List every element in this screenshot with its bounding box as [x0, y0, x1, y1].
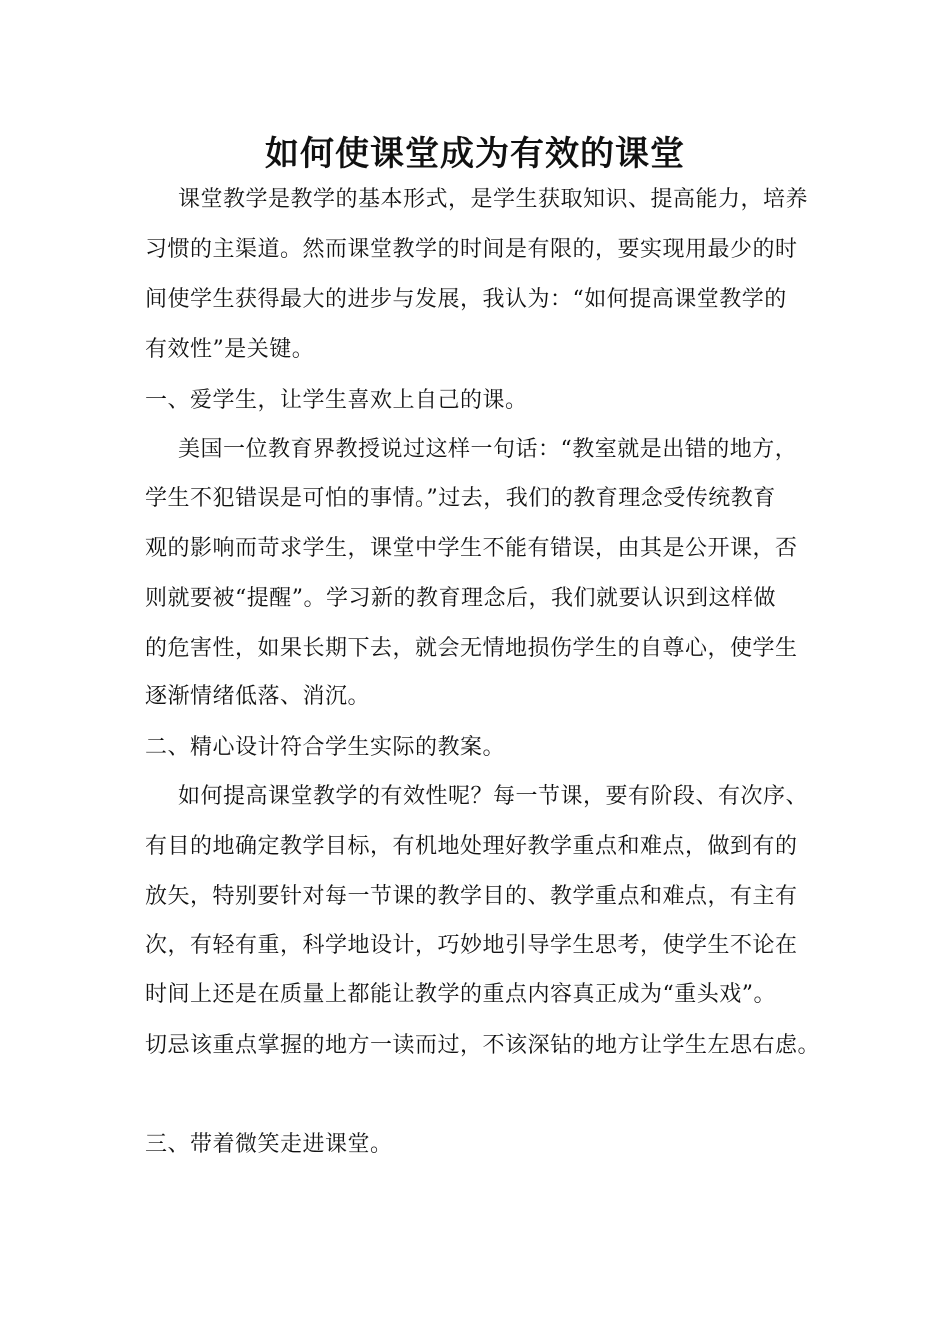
- section-heading-1: 一、爱学生，让学生喜欢上自己的课。: [145, 388, 528, 413]
- section-heading-3: 三、带着微笑走进课堂。: [145, 1132, 393, 1157]
- paragraph-3-line-3: 放矢，特别要针对每一节课的教学目的、教学重点和难点，有主有: [145, 884, 798, 909]
- paragraph-1-line-2: 习惯的主渠道。然而课堂教学的时间是有限的，要实现用最少的时: [145, 237, 798, 262]
- document-title: 如何使课堂成为有效的课堂: [265, 134, 685, 174]
- paragraph-2-line-4: 则就要被“提醒”。学习新的教育理念后，我们就要认识到这样做: [145, 586, 776, 611]
- paragraph-1-line-3: 间使学生获得最大的进步与发展，我认为：“如何提高课堂教学的: [145, 287, 787, 312]
- paragraph-2-line-2: 学生不犯错误是可怕的事情。”过去，我们的教育理念受传统教育: [145, 486, 776, 511]
- paragraph-2-line-6: 逐渐情绪低落、消沉。: [145, 684, 371, 709]
- paragraph-2-line-1: 美国一位教育界教授说过这样一句话：“教室就是出错的地方，: [178, 437, 798, 462]
- paragraph-2-line-5: 的危害性，如果长期下去，就会无情地损伤学生的自尊心，使学生: [145, 636, 798, 661]
- paragraph-3-line-1: 如何提高课堂教学的有效性呢？每一节课，要有阶段、有次序、: [178, 784, 809, 809]
- paragraph-3-line-4: 次，有轻有重，科学地设计，巧妙地引导学生思考，使学生不论在: [145, 933, 798, 958]
- paragraph-1-line-1: 课堂教学是教学的基本形式，是学生获取知识、提高能力，培养: [178, 187, 809, 212]
- paragraph-3-line-6: 切忌该重点掌握的地方一读而过，不该深钻的地方让学生左思右虑。: [145, 1033, 821, 1058]
- paragraph-1-line-4: 有效性”是关键。: [145, 337, 315, 362]
- paragraph-2-line-3: 观的影响而苛求学生，课堂中学生不能有错误，由其是公开课，否: [145, 536, 798, 561]
- paragraph-3-line-2: 有目的地确定教学目标，有机地处理好教学重点和难点，做到有的: [145, 834, 798, 859]
- section-heading-2: 二、精心设计符合学生实际的教案。: [145, 735, 506, 760]
- paragraph-3-line-5: 时间上还是在质量上都能让教学的重点内容真正成为“重头戏”。: [145, 982, 776, 1007]
